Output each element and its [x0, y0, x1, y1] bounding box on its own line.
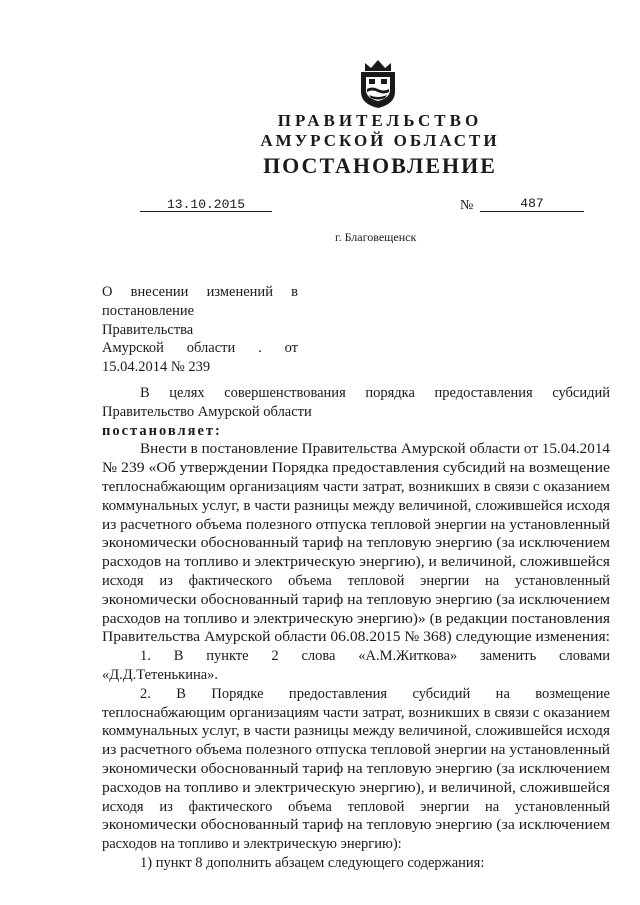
body-line: Правительство Амурской области	[102, 403, 312, 420]
body-line: исходя из фактического объема тепловой энергии на установленный	[102, 798, 610, 815]
body-line: коммунальных услуг, в части разницы между величиной, сложившейся исходя	[102, 723, 610, 740]
coat-of-arms-icon	[355, 58, 401, 110]
body-line: «Д.Д.Тетенькина».	[102, 666, 219, 683]
subject-line: 15.04.2014 № 239	[102, 359, 211, 376]
body-line: теплоснабжающим организациям части затрат, возникших в связи с оказанием	[102, 704, 610, 721]
decree-keyword: постановляет:	[102, 422, 222, 439]
subject-line: Амурской области . от	[102, 340, 298, 357]
body-line: расходов на топливо и электрическую энергию):	[102, 836, 402, 853]
body-line: экономически обоснованный тариф на тепловую энергию (за исключением	[102, 817, 610, 834]
body-line: коммунальных услуг, в части разницы между величиной, сложившейся исходя	[102, 497, 610, 514]
subject-line: Правительства	[102, 321, 194, 338]
body-line: 1. В пункте 2 слова «А.М.Житкова» заменить словами	[140, 648, 610, 665]
subject-line: О внесении изменений в	[102, 284, 298, 300]
subject-line: постановление	[102, 302, 195, 319]
body-line: Правительства Амурской области 06.08.2015 № 368) следующие изменения:	[102, 629, 610, 646]
body-line: из расчетного объема полезного отпуска тепловой энергии на установленный	[102, 742, 610, 759]
city-label: г. Благовещенск	[335, 230, 417, 244]
body-line: экономически обоснованный тариф на тепловую энергию (за исключением	[102, 760, 610, 777]
body-line: расходов на топливо и электрическую энергию), и величиной, сложившейся	[102, 779, 610, 796]
subject-block	[102, 283, 298, 377]
body-line: № 239 «Об утверждении Порядка предоставления субсидий на возмещение	[102, 460, 610, 477]
government-title-line2: АМУРСКОЙ ОБЛАСТИ	[260, 131, 500, 150]
body-line: расходов на топливо и электрическую энергию)» (в редакции постановления	[102, 610, 610, 627]
body-line: теплоснабжающим организациям части затрат, возникших в связи с оказанием	[102, 478, 610, 495]
document-type-title: ПОСТАНОВЛЕНИЕ	[263, 153, 497, 178]
number-sign: №	[460, 198, 474, 213]
document-body	[102, 384, 610, 873]
body-line: 2. В Порядке предоставления субсидий на возмещение	[140, 685, 610, 702]
body-line: экономически обоснованный тариф на тепловую энергию (за исключением	[102, 591, 610, 608]
government-title-line1: ПРАВИТЕЛЬСТВО	[277, 111, 483, 130]
body-line: из расчетного объема полезного отпуска тепловой энергии на установленный	[102, 516, 610, 533]
document-number: 487	[520, 196, 544, 211]
date-underline	[140, 211, 272, 212]
body-line: исходя из фактического объема тепловой энергии на установленный	[102, 572, 610, 589]
number-underline	[480, 211, 584, 212]
body-line: 1) пункт 8 дополнить абзацем следующего содержания:	[140, 854, 485, 871]
body-line: экономически обоснованный тариф на тепловую энергию (за исключением	[102, 535, 610, 552]
body-line: расходов на топливо и электрическую энергию), и величиной, сложившейся	[102, 554, 610, 571]
document-date: 13.10.2015	[166, 197, 245, 212]
body-line: В целях совершенствования порядка предоставления субсидий	[140, 385, 610, 401]
body-line: Внести в постановление Правительства Амурской области от 15.04.2014	[140, 441, 610, 458]
